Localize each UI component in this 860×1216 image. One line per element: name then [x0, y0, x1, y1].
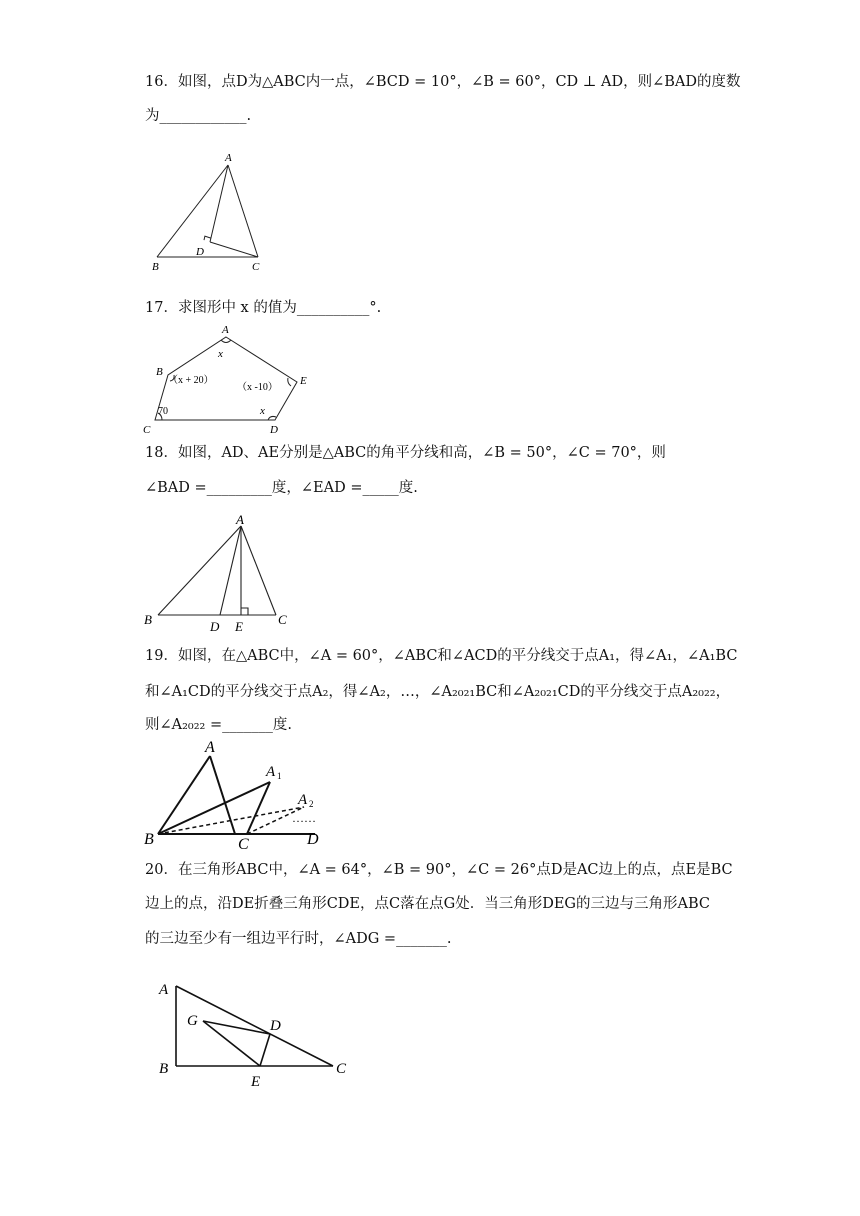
- q17-figure: [140, 320, 320, 438]
- q20-figure: [145, 970, 360, 1095]
- q19-label-A2-sub: 2: [309, 799, 314, 809]
- q18-text-line1: 18．如图，AD、AE分别是△ABC的角平分线和高，∠B = 50°，∠C = 70°，则: [145, 445, 666, 461]
- q18-label-C: C: [278, 612, 287, 627]
- q18-text-line2: ∠BAD =_________度，∠EAD =_____度.: [145, 480, 418, 496]
- q16-label-B: B: [152, 261, 159, 273]
- q16-label-A: A: [225, 152, 232, 164]
- q20-text-line1: 20．在三角形ABC中，∠A = 64°，∠B = 90°，∠C = 26°点D是AC边上的点，点E是BC: [145, 862, 733, 878]
- q16-label-C: C: [252, 261, 260, 273]
- q19-label-A: A: [205, 739, 215, 756]
- q19-label-A2: A: [298, 792, 308, 808]
- q18-label-A: A: [236, 512, 244, 527]
- q17-text-line1: 17．求图形中 x 的值为__________°.: [145, 300, 382, 316]
- q17-angle-C: 70: [158, 406, 168, 417]
- q19-label-A1: A: [266, 764, 276, 780]
- q19-figure: [140, 738, 340, 850]
- q17-label-B: B: [156, 366, 163, 378]
- q20-label-B: B: [159, 1061, 169, 1077]
- q16-label-D: D: [196, 246, 204, 258]
- q18-label-B: B: [144, 612, 152, 627]
- q17-label-D: D: [270, 424, 278, 436]
- q17-angle-E: （x -10）: [237, 382, 278, 393]
- q19-label-C: C: [238, 836, 249, 850]
- q20-label-A: A: [159, 982, 169, 998]
- q20-label-G: G: [187, 1013, 198, 1029]
- q18-figure: [140, 508, 300, 633]
- q18-label-E: E: [235, 619, 243, 633]
- q17-angle-A: x: [218, 348, 223, 360]
- q17-angle-B: （x + 20）: [168, 375, 214, 386]
- q17-label-A: A: [222, 324, 229, 336]
- q19-label-A1-sub: 1: [277, 771, 282, 781]
- q20-text-line2: 边上的点，沿DE折叠三角形CDE，点C落在点G处．当三角形DEG的三边与三角形ABC: [145, 896, 710, 912]
- q19-text-line3: 则∠A₂₀₂₂ =_______度.: [145, 717, 292, 733]
- q16-text-line1: 16．如图，点D为△ABC内一点，∠BCD = 10°，∠B = 60°，CD ⊥ AD，则∠BAD的度数: [145, 74, 741, 90]
- q20-text-line3: 的三边至少有一组边平行时，∠ADG =_______.: [145, 931, 452, 947]
- q19-ellipsis: ……: [292, 811, 316, 825]
- q20-label-D: D: [270, 1018, 281, 1034]
- q17-label-E: E: [300, 375, 307, 387]
- q17-angle-D: x: [260, 405, 265, 417]
- q20-label-E: E: [251, 1074, 261, 1090]
- q19-text-line1: 19．如图，在△ABC中，∠A = 60°，∠ABC和∠ACD的平分线交于点A₁，得∠A₁，∠A₁BC: [145, 648, 738, 664]
- q16-figure: [140, 145, 280, 275]
- q19-text-line2: 和∠A₁CD的平分线交于点A₂，得∠A₂，…，∠A₂₀₂₁BC和∠A₂₀₂₁CD的平分线交于点A₂₀₂₂，: [145, 684, 731, 700]
- q19-label-B: B: [144, 831, 154, 848]
- q20-label-C: C: [336, 1061, 347, 1077]
- q18-label-D: D: [210, 619, 220, 633]
- q19-label-D: D: [307, 831, 319, 848]
- q17-label-C: C: [143, 424, 151, 436]
- q16-text-line2: 为____________.: [145, 108, 252, 124]
